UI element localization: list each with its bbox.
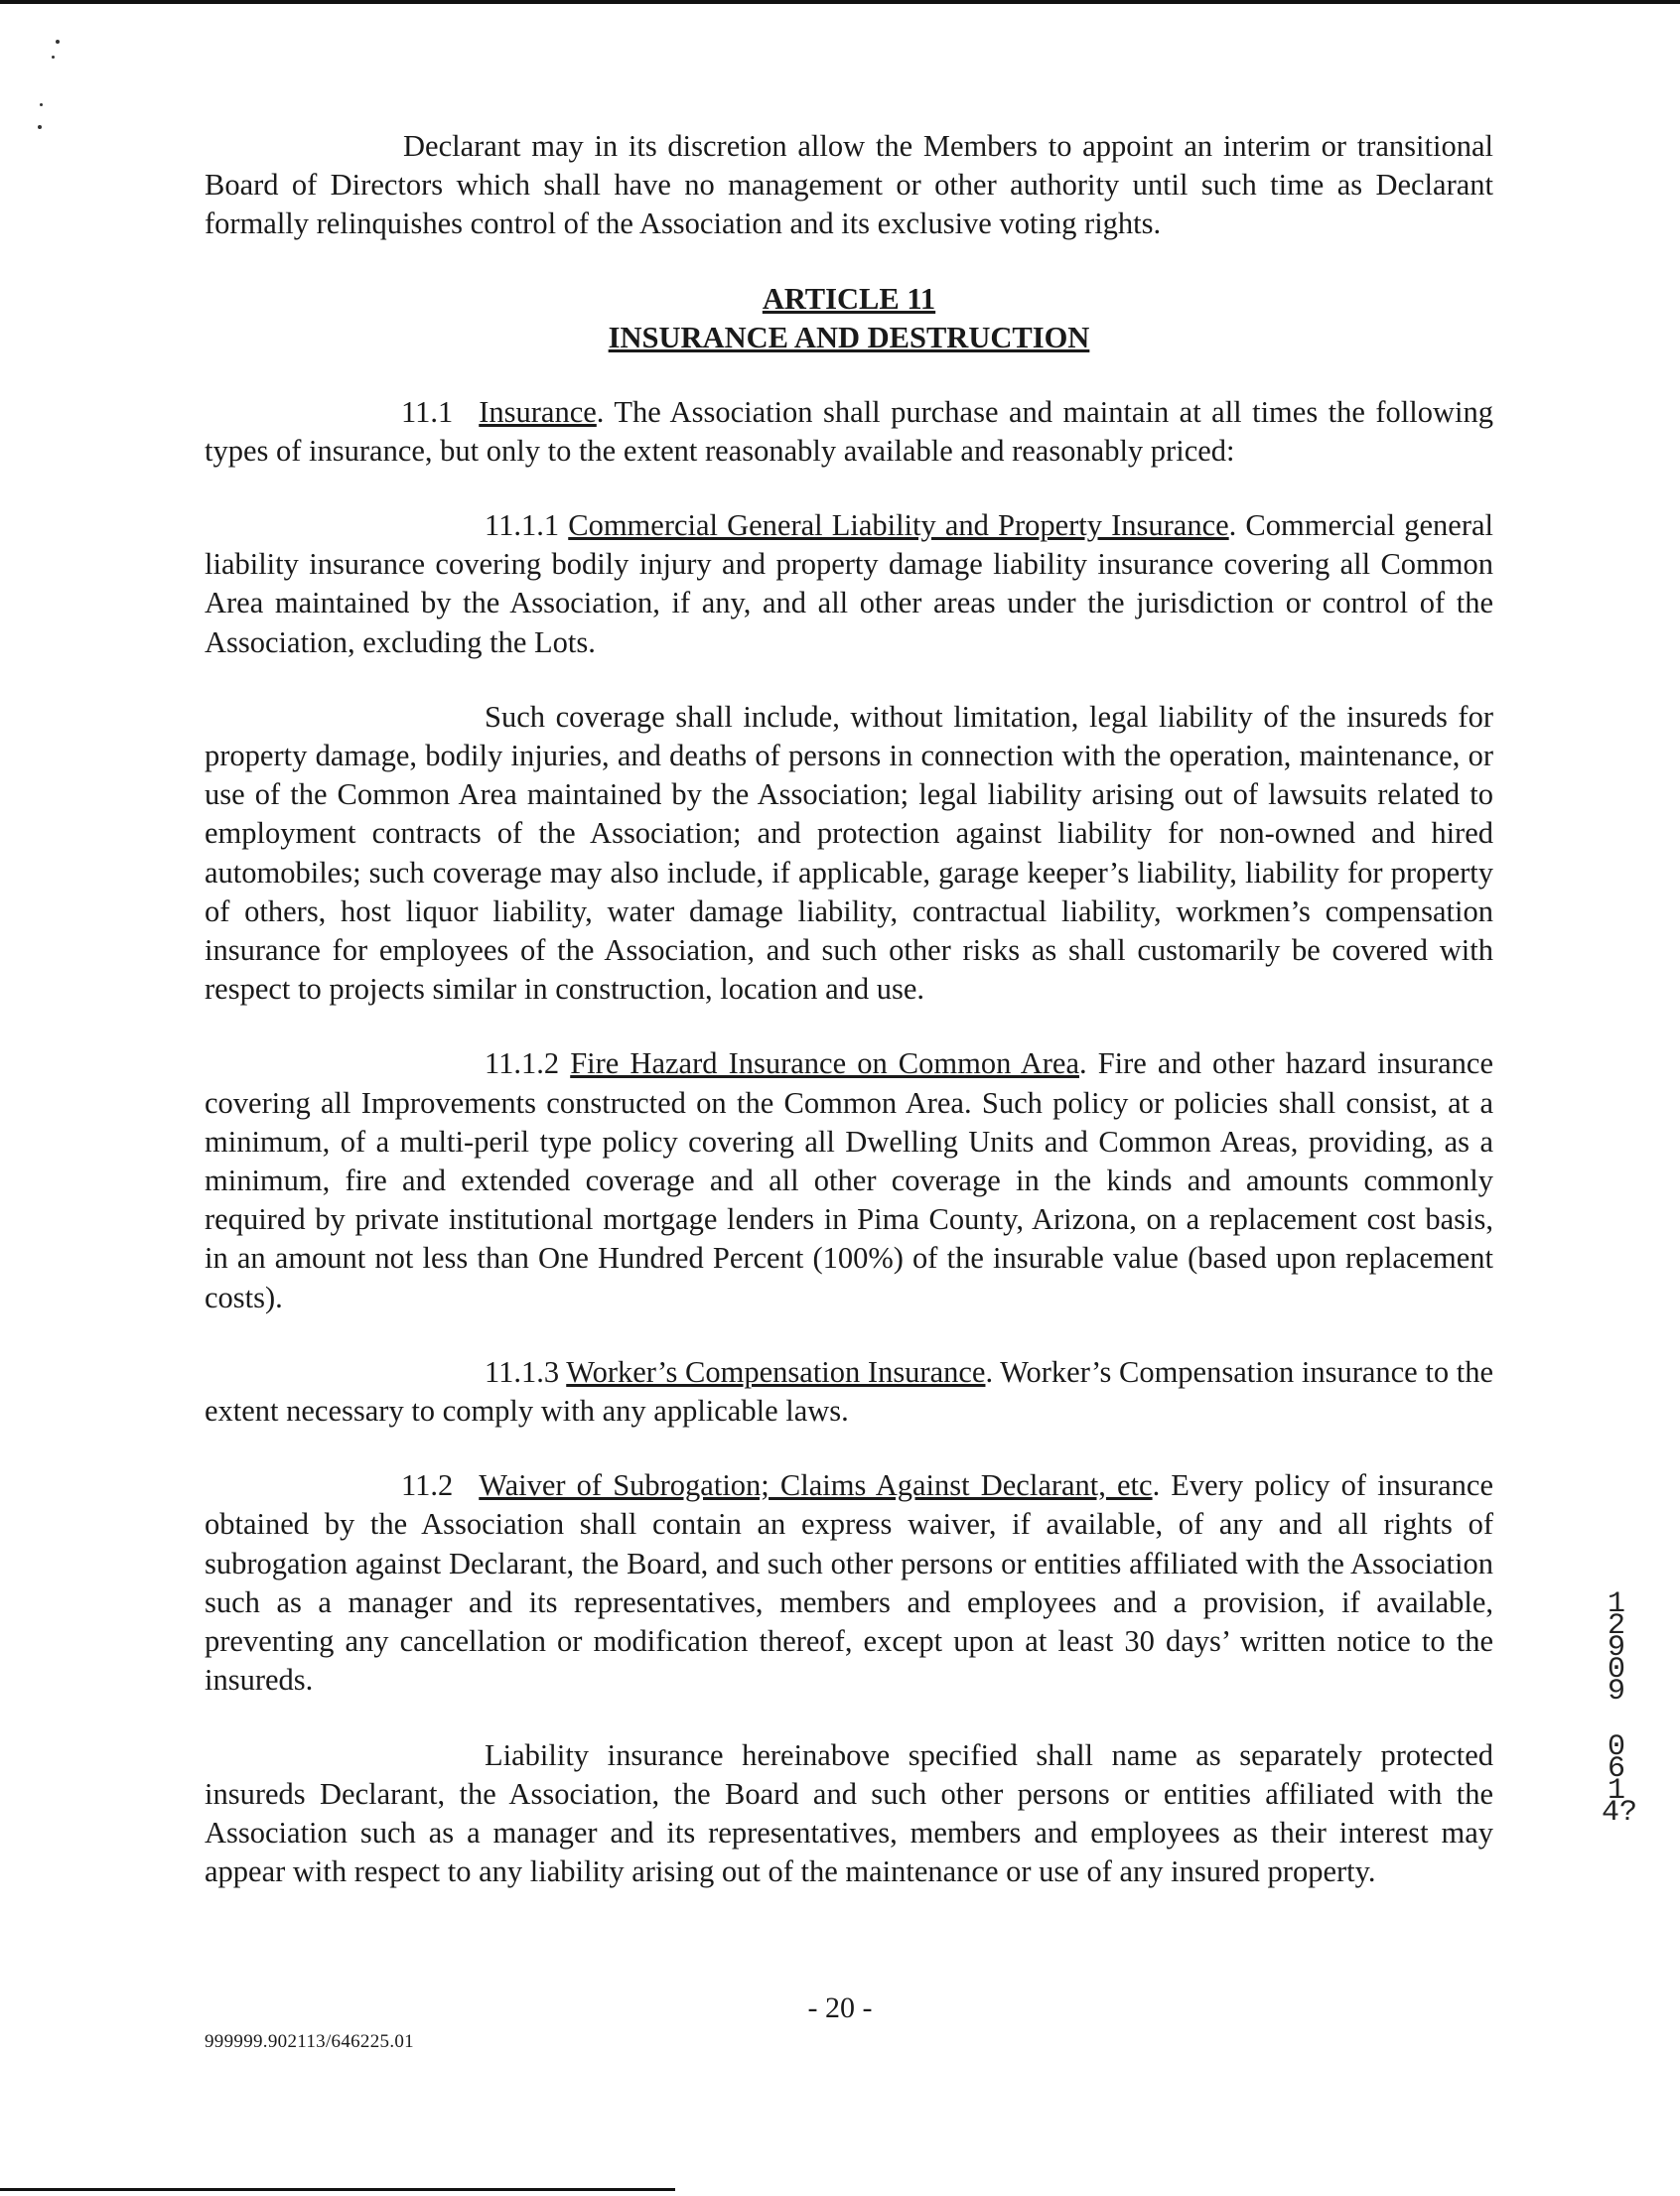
recording-stamp	[1602, 1587, 1638, 1830]
section-title: Commercial General Liability and Property Insurance	[568, 508, 1229, 543]
section-11-1	[205, 393, 1493, 471]
section-title: Fire Hazard Insurance on Common Area	[570, 1046, 1079, 1081]
section-number: 11.1.2	[485, 1046, 560, 1081]
section-text: . Worker’s Compensation insurance to the extent necessary to comply with any applicable laws.	[205, 1354, 1493, 1429]
scan-speck	[40, 103, 43, 106]
article-number: ARTICLE 11	[762, 281, 936, 316]
section-number: 11.2	[401, 1468, 454, 1503]
scan-speck	[38, 125, 42, 129]
page-body	[205, 127, 1493, 1927]
page-number: - 20 -	[807, 1991, 873, 2024]
recording-stamp-part2: 0614?	[1602, 1730, 1638, 1830]
section-text: . The Association shall purchase and maintain at all times the following types of insurance, but only to the extent reasonably available and reasonably priced:	[205, 394, 1493, 468]
section-11-1-3	[205, 1353, 1493, 1431]
section-number: 11.1.3	[485, 1354, 560, 1389]
article-title: INSURANCE AND DESTRUCTION	[608, 320, 1090, 354]
section-number: 11.1	[401, 394, 454, 429]
article-heading	[205, 280, 1493, 357]
document-id: 999999.902113/646225.01	[205, 2031, 414, 2052]
section-11-1-2	[205, 1044, 1493, 1316]
section-text: . Commercial general liability insurance covering bodily injury and property damage liability insurance covering all Common Area maintained by the Association, if any, and all other areas under the jurisdiction or control of the Association, excluding the Lots.	[205, 508, 1493, 659]
section-text: Such coverage shall include, without limitation, legal liability of the insureds for property damage, bodily injuries, and deaths of persons in connection with the operation, maintenance, or use of the Common Area maintained by the Association; legal liability arising out of lawsuits related to employment contracts of the Association; and protection against liability for non-owned and hired automobiles; such coverage may also include, if applicable, garage keeper’s liability, liability for property of others, host liquor liability, water damage liability, contractual liability, workmen’s compensation insurance for employees of the Association, and such other risks as shall customarily be covered with respect to projects similar in construction, location and use.	[205, 699, 1493, 1007]
section-text: . Fire and other hazard insurance covering all Improvements constructed on the Common Area. Such policy or policies shall consist, at a minimum, of a multi-peril type policy covering all Dwelling Units and Common Areas, providing, as a minimum, fire and extended coverage and all other coverage in the kinds and amounts commonly required by private institutional mortgage lenders in Pima County, Arizona, on a replacement cost basis, in an amount not less than One Hundred Percent (100%) of the insurable value (based upon replacement costs).	[205, 1046, 1494, 1314]
section-11-1-1-continued	[205, 698, 1493, 1010]
bottom-border-line	[0, 2188, 675, 2191]
section-11-2-continued: Liability insurance hereinabove specified shall name as separately protected insureds Declarant, the Association, the Board and such other persons or entities affiliated with the Association such as a manager and its representatives, members and employees as their interest may appear with respect to any liability arising out of the maintenance or use of any insured property.	[205, 1737, 1493, 1889]
scan-speck	[56, 40, 60, 44]
section-title: Waiver of Subrogation; Claims Against Declarant, etc	[479, 1468, 1153, 1503]
section-number: 11.1.1	[485, 508, 560, 543]
top-border-line	[0, 0, 1680, 4]
recording-stamp-part1: 12909	[1607, 1587, 1625, 1709]
section-title: Worker’s Compensation Insurance	[566, 1354, 986, 1389]
paragraph-interim-board: Declarant may in its discretion allow the Members to appoint an interim or transitional Board of Directors which shall have no management or other authority until such time as Declarant formally relinquishes control of the Association and its exclusive voting rights.	[205, 129, 1493, 241]
scan-speck	[52, 56, 55, 59]
section-11-2	[205, 1466, 1493, 1700]
section-11-1-1	[205, 506, 1493, 662]
section-text: . Every policy of insurance obtained by the Association shall contain an express waiver, if available, of any and all rights of subrogation against Declarant, the Board, and such other persons or entities affiliated with the Association such as a manager and its representatives, members and employees and a provision, if available, preventing any cancellation or modification thereof, except upon at least 30 days’ written notice to the insureds.	[205, 1468, 1493, 1698]
section-title: Insurance	[479, 394, 597, 429]
